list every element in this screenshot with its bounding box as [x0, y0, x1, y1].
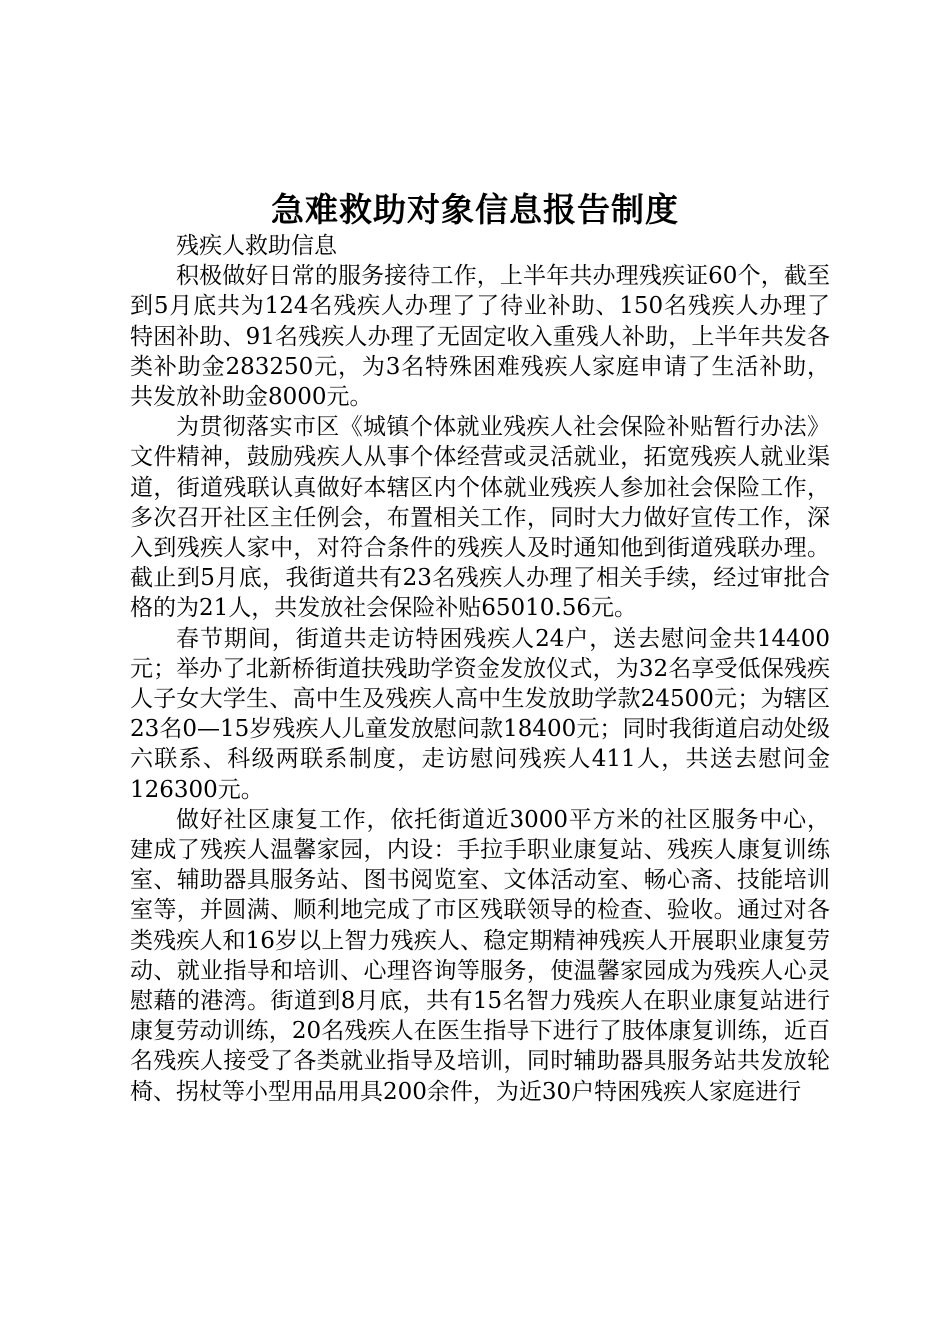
document-body	[130, 231, 830, 1107]
paragraph: 积极做好日常的服务接待工作，上半年共办理残疾证60个，截至到5月底共为124名残疾人办理了了待业补助、150名残疾人办理了特困补助、91名残疾人办理了无固定收入重残人补助，上半年共发各类补助金283250元，为3名特殊困难残疾人家庭申请了生活补助，共发放补助金8000元。	[130, 263, 830, 411]
paragraph: 为贯彻落实市区《城镇个体就业残疾人社会保险补贴暂行办法》文件精神，鼓励残疾人从事个体经营或灵活就业，拓宽残疾人就业渠道，街道残联认真做好本辖区内个体就业残疾人参加社会保险工作，多次召开社区主任例会，布置相关工作，同时大力做好宣传工作，深入到残疾人家中，对符合条件的残疾人及时通知他到街道残联办理。截止到5月底，我街道共有23名残疾人办理了相关手续，经过审批合格的为21人，共发放社会保险补贴65010.56元。	[130, 414, 830, 622]
paragraph: 做好社区康复工作，依托街道近3000平方米的社区服务中心，建成了残疾人温馨家园，内设：手拉手职业康复站、残疾人康复训练室、辅助器具服务站、图书阅览室、文体活动室、畅心斋、技能培训室等，并圆满、顺利地完成了市区残联领导的检查、验收。通过对各类残疾人和16岁以上智力残疾人、稳定期精神残疾人开展职业康复劳动、就业指导和培训、心理咨询等服务，使温馨家园成为残疾人心灵慰藉的港湾。街道到8月底，共有15名智力残疾人在职业康复站进行康复劳动训练，20名残疾人在医生指导下进行了肢体康复训练，近百名残疾人接受了各类就业指导及培训，同时辅助器具服务站共发放轮椅、拐杖等小型用品用具200余件，为近30户特困残疾人家庭进行	[130, 806, 830, 1105]
paragraph: 春节期间，街道共走访特困残疾人24户，送去慰问金共14400元；举办了北新桥街道扶残助学资金发放仪式，为32名享受低保残疾人子女大学生、高中生及残疾人高中生发放助学款24500元；为辖区23名0—15岁残疾人儿童发放慰问款18400元；同时我街道启动处级六联系、科级两联系制度，走访慰问残疾人411人，共送去慰问金126300元。	[130, 625, 830, 803]
document-title: 急难救助对象信息报告制度	[271, 190, 679, 229]
section-heading: 残疾人救助信息	[176, 233, 337, 259]
